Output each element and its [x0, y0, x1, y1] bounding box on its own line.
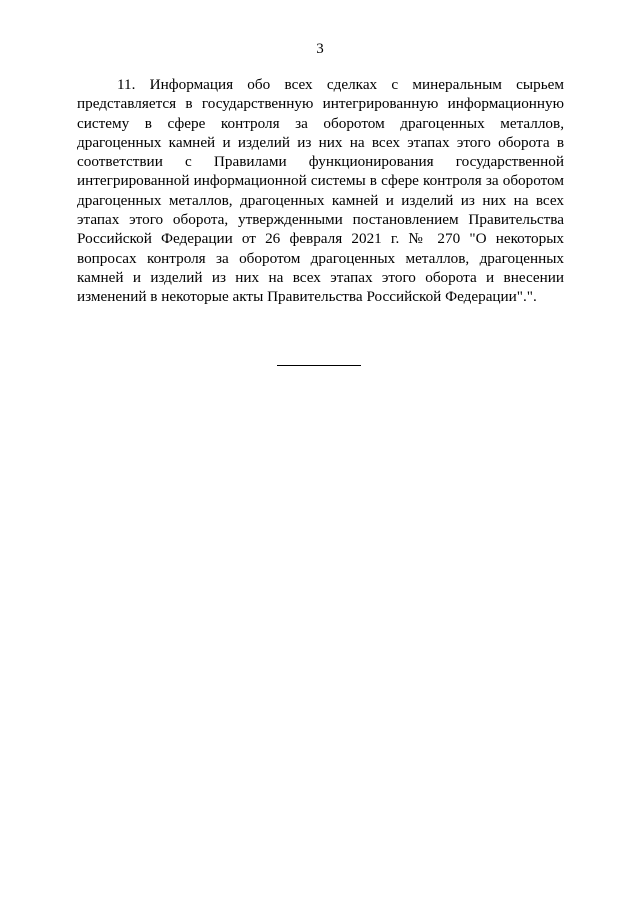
- paragraph-item-11: 11. Информация обо всех сделках с минеральным сырьем представляется в государственную интегрированную информационную систему в сфере контроля за оборотом драгоценных металлов, драгоценных камней и изделий из них на всех этапах этого оборота в соответствии с Правилами функционирования государственной интегрированной информационной системы в сфере контроля за оборотом драгоценных металлов, драгоценных камней и изделий из них на всех этапах этого оборота, утвержденными постановлением Правительства Российской Федерации от 26 февраля 2021 г. № 270 "О некоторых вопросах контроля за оборотом драгоценных металлов, драгоценных камней и изделий из них на всех этапах этого оборота и внесении изменений в некоторые акты Правительства Российской Федерации".".: [77, 76, 564, 306]
- end-separator-line: [277, 365, 361, 366]
- page-number: 3: [316, 41, 324, 57]
